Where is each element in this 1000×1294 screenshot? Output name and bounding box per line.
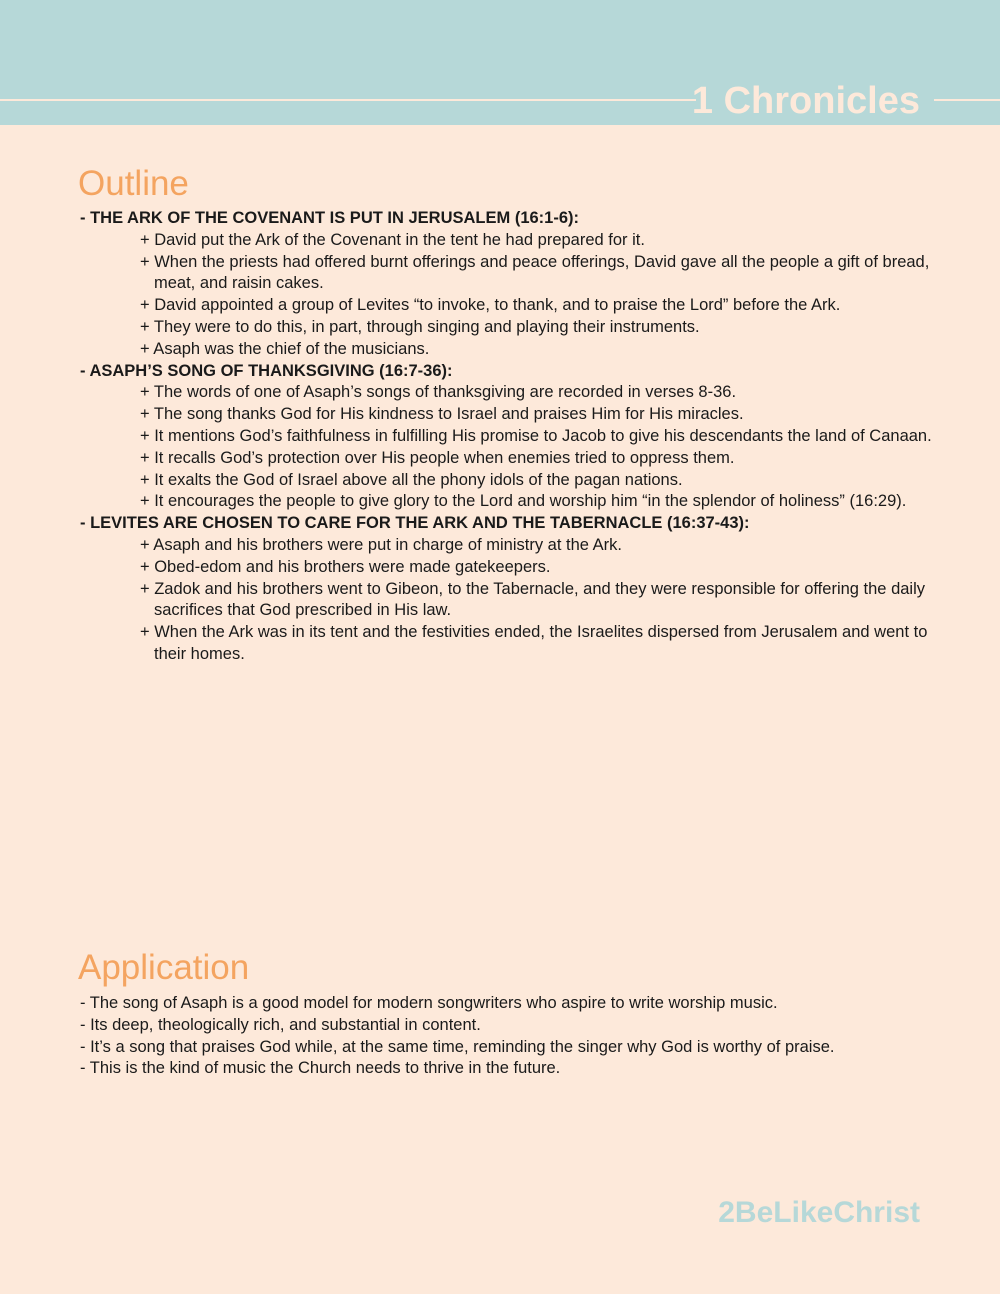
outline-body bbox=[80, 208, 940, 666]
list-item: + David put the Ark of the Covenant in the tent he had prepared for it. bbox=[140, 230, 645, 249]
header-banner bbox=[0, 0, 1000, 125]
list-item: + Obed-edom and his brothers were made gatekeepers. bbox=[140, 557, 551, 576]
section-heading: - ASAPH’S SONG OF THANKSGIVING (16:7-36): bbox=[80, 361, 453, 380]
outline-section bbox=[80, 361, 940, 514]
outline-title: Outline bbox=[78, 164, 189, 203]
list-item: + It mentions God’s faithfulness in fulfilling His promise to Jacob to give his descendants the land of Canaan. bbox=[140, 426, 932, 445]
header-rule-left bbox=[0, 99, 696, 101]
list-item: + It recalls God’s protection over His people when enemies tried to oppress them. bbox=[140, 448, 735, 467]
outline-section bbox=[80, 208, 940, 361]
outline-section bbox=[80, 513, 940, 666]
list-item: + When the priests had offered burnt offerings and peace offerings, David gave all the people a gift of bread, meat, and raisin cakes. bbox=[140, 252, 930, 293]
list-item: + It encourages the people to give glory to the Lord and worship him “in the splendor of holiness” (16:29). bbox=[140, 492, 907, 511]
section-heading: - THE ARK OF THE COVENANT IS PUT IN JERUSALEM (16:1-6): bbox=[80, 209, 580, 227]
list-item: + Asaph was the chief of the musicians. bbox=[140, 339, 430, 358]
list-item: + Asaph and his brothers were put in charge of ministry at the Ark. bbox=[140, 535, 622, 554]
book-title: 1 Chronicles bbox=[691, 80, 920, 122]
list-item: + When the Ark was in its tent and the festivities ended, the Israelites dispersed from Jerusalem and went to their homes. bbox=[140, 623, 928, 663]
list-item: + The words of one of Asaph’s songs of thanksgiving are recorded in verses 8-36. bbox=[140, 383, 737, 402]
list-item: + They were to do this, in part, through singing and playing their instruments. bbox=[140, 317, 700, 336]
list-item: + David appointed a group of Levites “to invoke, to thank, and to praise the Lord” before the Ark. bbox=[140, 296, 841, 315]
list-item: + It exalts the God of Israel above all the phony idols of the pagan nations. bbox=[140, 470, 683, 489]
list-item: - It’s a song that praises God while, at the same time, reminding the singer why God is worthy of praise. bbox=[80, 1037, 835, 1056]
list-item: - This is the kind of music the Church needs to thrive in the future. bbox=[80, 1059, 561, 1078]
list-item: - Its deep, theologically rich, and substantial in content. bbox=[80, 1015, 481, 1034]
brand-logo-text: 2BeLikeChrist bbox=[718, 1196, 920, 1229]
list-item: + The song thanks God for His kindness to Israel and praises Him for His miracles. bbox=[140, 405, 744, 424]
list-item: - The song of Asaph is a good model for modern songwriters who aspire to write worship music. bbox=[80, 994, 778, 1012]
header-rule-right bbox=[934, 99, 1000, 101]
section-heading: - LEVITES ARE CHOSEN TO CARE FOR THE ARK AND THE TABERNACLE (16:37-43): bbox=[80, 514, 750, 533]
list-item: + Zadok and his brothers went to Gibeon, to the Tabernacle, and they were responsible for offering the daily sacrifices that God prescribed in His law. bbox=[140, 579, 925, 620]
application-title: Application bbox=[78, 948, 250, 987]
application-body bbox=[80, 993, 940, 1080]
